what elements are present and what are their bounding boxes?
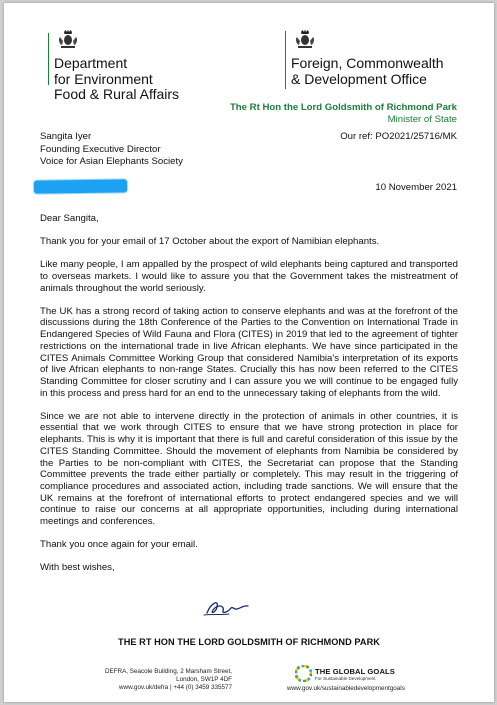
salutation: Dear Sangita, <box>40 213 99 224</box>
letter-body <box>40 213 458 585</box>
footer-address-line: DEFRA, Seacole Building, 2 Marsham Street, <box>104 668 232 675</box>
fcdo-name: Foreign, Commonwealth & Development Office <box>291 55 444 87</box>
reference-number: Our ref: PO2021/25716/MK <box>340 131 457 142</box>
goals-title: THE GLOBAL GOALS <box>315 667 395 676</box>
closing: With best wishes, <box>40 562 115 574</box>
sdg-wheel-icon <box>295 665 312 682</box>
royal-crest-icon <box>57 29 79 49</box>
body-paragraph: Since we are not able to intervene directly in the protection of animals in other countries, it is essential that we work through CITES to ensure that we have strong protection in place for elephants. This is why it is important that there is full and careful consideration of this issue by the CITES Standing Committee. Should the movement of elephants from Namibia be considered by the Parties to be non-compliant with CITES, the Secretariat can propose that the Standing Committee prevents the trade either partially or completely. This may result in the triggering of compliance procedures and associated action, including trade sanctions. We will ensure that the UK remains at the forefront of international efforts to protect endangered species and we will continue to raise our concerns at all appropriate opportunities, including during international meetings and conferences. <box>40 410 458 528</box>
footer-address-line: www.gov.uk/defra | +44 (0) 3459 335577 <box>118 684 232 691</box>
recipient-address <box>40 131 183 169</box>
recipient-title: Founding Executive Director <box>40 143 161 155</box>
body-paragraph: Thank you for your email of 17 October about the export of Namibian elephants. <box>40 236 380 248</box>
handwritten-signature <box>201 593 253 619</box>
minister-role: Minister of State <box>387 114 457 125</box>
body-paragraph: Thank you once again for your email. <box>40 539 198 551</box>
body-paragraph: The UK has a strong record of taking action to conserve elephants and was at the forefront of the discussions during the 18th Conference of the Parties to the Convention on International Trade in Endangered Species of Wild Fauna and Flora (CITES) in 2019 that led to the agreement of tighter restrictions on the international trade in live African elephants. We have since participated in the CITES Animals Committee Working Group that considered Namibia's interpretation of its exports of live African elephants to non-range States. Crucially this has now been referred to the CITES Standing Committee for closer scrutiny and I can assure you we will continue to be engaged fully in this process and press hard for an end to the unnecessary taking of elephants from the wild. <box>40 305 458 399</box>
letter-date: 10 November 2021 <box>375 182 457 193</box>
defra-rule <box>48 33 49 85</box>
goals-subtitle: For Sustainable Development <box>315 676 376 681</box>
recipient-organisation: Voice for Asian Elephants Society <box>40 156 183 167</box>
recipient-name: Sangita Iyer <box>40 131 92 142</box>
defra-name: Department for Environment Food & Rural Affairs <box>54 55 180 102</box>
signoff-name: THE RT HON THE LORD GOLDSMITH OF RICHMOND PARK <box>118 637 380 647</box>
footer-address <box>105 668 232 692</box>
fcdo-rule <box>285 31 286 89</box>
redaction-mark <box>34 179 127 193</box>
footer-address-line: London, SW1P 4DF <box>176 676 232 683</box>
letter-page <box>4 3 494 702</box>
goals-url: www.gov.uk/sustainabledevelopmentgoals <box>287 685 405 692</box>
minister-name: The Rt Hon the Lord Goldsmith of Richmond Park <box>229 102 457 113</box>
royal-crest-icon <box>294 29 316 49</box>
body-paragraph: Like many people, I am appalled by the prospect of wild elephants being captured and transported to overseas markets. I would like to assure you that the Government takes the mistreatment of animals throughout the world seriously. <box>40 259 458 294</box>
